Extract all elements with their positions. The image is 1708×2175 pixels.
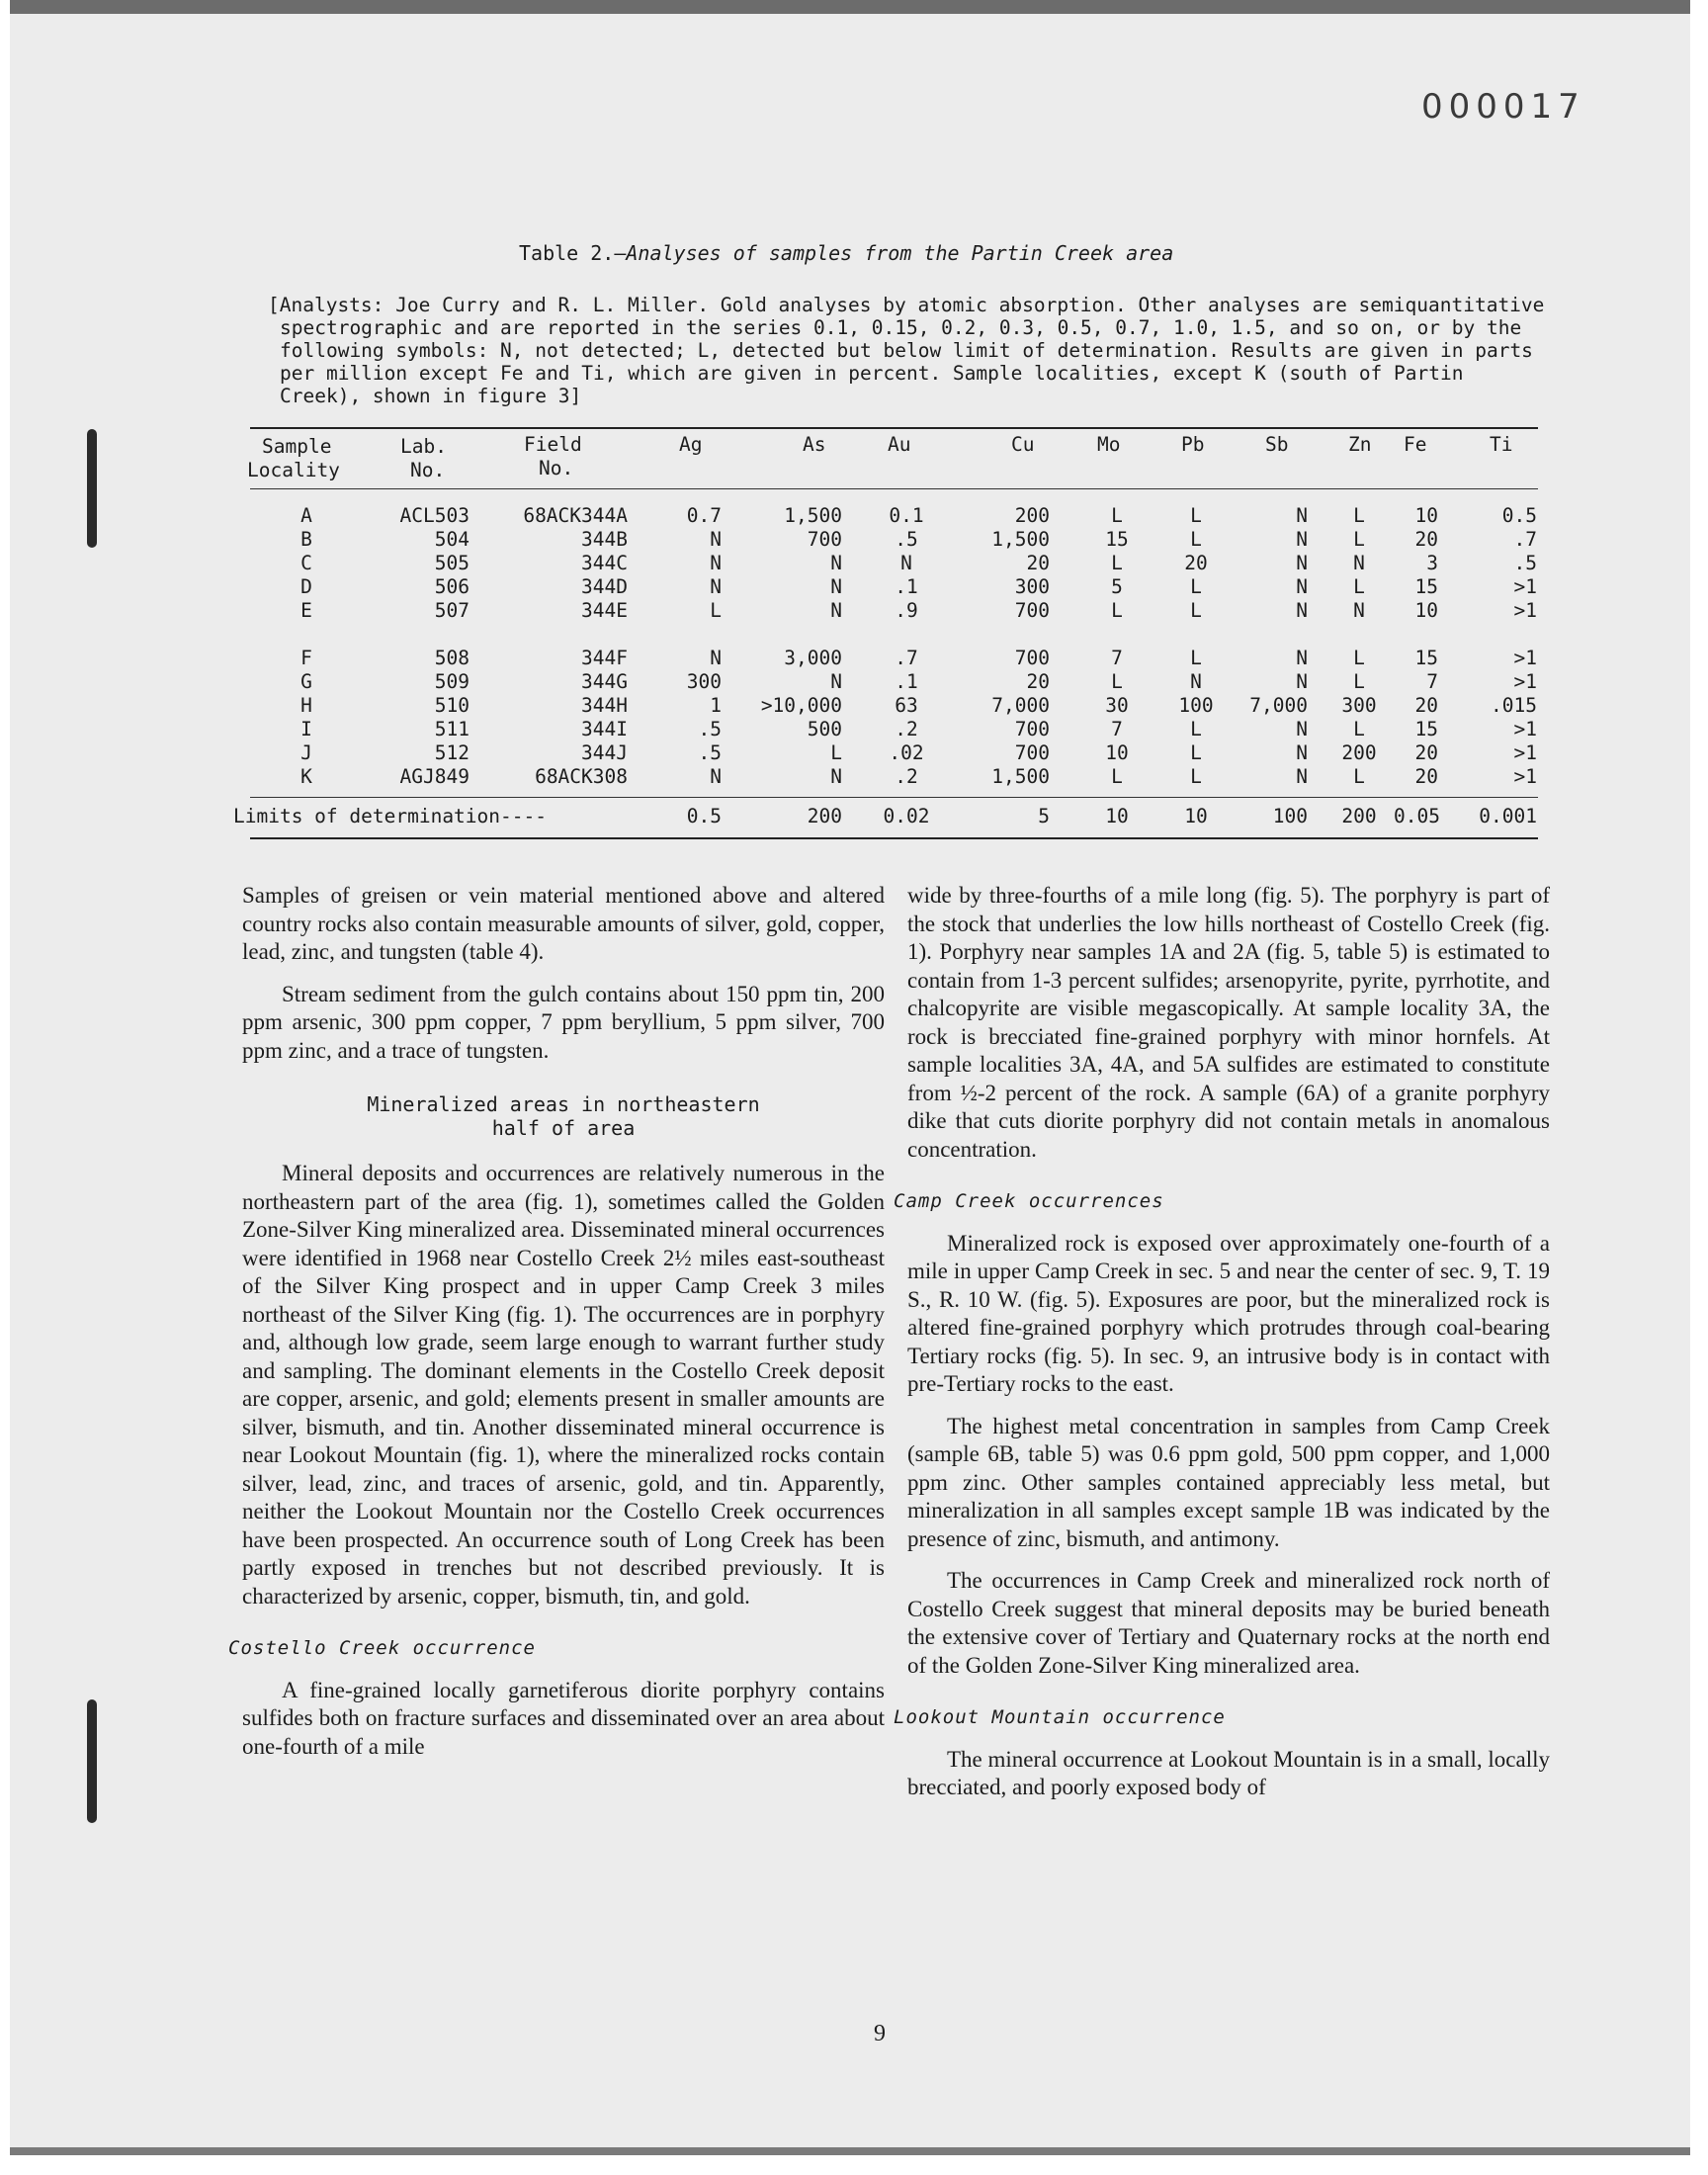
cell-sb: N [1296,670,1308,693]
cell-locality: B [300,528,312,551]
paragraph: Stream sediment from the gulch contains about 150 ppm tin, 200 ppm arsenic, 300 ppm copper, 7 ppm beryllium, 5 ppm silver, 700 ppm zinc, and a trace of tungsten. [242,981,885,1063]
cell-as: >10,000 [760,694,842,717]
cell-cu: 700 [1014,718,1050,740]
right-text-column [894,882,1550,1816]
limit-zn: 200 [1341,805,1377,827]
cell-as: N [830,575,842,598]
header-cu: Cu [1011,433,1035,456]
cell-as: N [830,599,842,622]
paragraph: The highest metal concentration in samples from Camp Creek (sample 6B, table 5) was 0.6 ppm gold, 500 ppm copper, and 1,000 ppm zinc. Other samples contained appreciably less metal, but mineralization in all samples except sample 1B was indicated by the presence of zinc, bismuth, and antimony. [907,1413,1550,1551]
cell-zn: 300 [1341,694,1377,717]
cell-mo: 10 [1105,741,1129,764]
cell-ti: .015 [1491,694,1537,717]
cell-mo: L [1111,599,1123,622]
limit-pb: 10 [1184,805,1208,827]
cell-ag: N [710,765,722,788]
cell-locality: D [300,575,312,598]
cell-ti: >1 [1513,718,1537,740]
paragraph: Samples of greisen or vein material mentioned above and altered country rocks also contain measurable amounts of silver, gold, copper, lead, zinc, and tungsten (table 4). [242,883,885,964]
cell-zn: L [1353,765,1365,788]
cell-lab-no: 509 [434,670,470,693]
cell-locality: H [300,694,312,717]
cell-pb: 20 [1184,552,1208,574]
cell-zn: N [1353,599,1365,622]
cell-sb: N [1296,504,1308,527]
header-lab-1: Lab. [400,435,447,458]
cell-zn: 200 [1341,741,1377,764]
cell-zn: L [1353,670,1365,693]
header-locality-1: Sample [262,435,332,458]
cell-au: .2 [895,718,918,740]
cell-ti: .5 [1513,552,1537,574]
paragraph: The mineral occurrence at Lookout Mountain is in a small, locally brecciated, and poorly exposed body of [907,1746,1550,1799]
cell-pb: N [1190,670,1202,693]
cell-fe: 15 [1414,575,1438,598]
cell-mo: L [1111,552,1123,574]
cell-pb: L [1190,504,1202,527]
cell-field-no: 344F [581,647,628,669]
cell-pb: L [1190,575,1202,598]
cell-field-no: 344E [581,599,628,622]
cell-mo: 5 [1111,575,1123,598]
cell-cu: 20 [1026,670,1050,693]
paragraph: A fine-grained locally garnetiferous diorite porphyry contains sulfides both on fracture surfaces and disseminated over an area about one-fourth of a mile [242,1677,885,1759]
cell-cu: 700 [1014,647,1050,669]
header-lab-2: No. [410,459,446,481]
limits-label: Limits of determination---- [233,805,547,827]
table-title [519,241,1409,265]
limit-ag: 0.5 [686,805,722,827]
limit-as: 200 [807,805,842,827]
cell-as: 500 [807,718,842,740]
cell-cu: 300 [1014,575,1050,598]
cell-cu: 1,500 [991,528,1050,551]
cell-field-no: 344B [581,528,628,551]
cell-locality: J [300,741,312,764]
document-page [10,0,1690,2155]
cell-as: N [830,765,842,788]
cell-au: .02 [889,741,924,764]
cell-ag: .5 [698,718,722,740]
cell-sb: N [1296,741,1308,764]
cell-as: N [830,670,842,693]
cell-sb: N [1296,528,1308,551]
header-ag: Ag [679,433,703,456]
table-top-rule [250,427,1538,429]
cell-locality: E [300,599,312,622]
cell-au: .7 [895,647,918,669]
cell-lab-no: 511 [434,718,470,740]
cell-au: 0.1 [889,504,924,527]
cell-as: N [830,552,842,574]
paragraph: The occurrences in Camp Creek and mineralized rock north of Costello Creek suggest that mineral deposits may be buried beneath the extensive cover of Tertiary and Quaternary rocks at the north end of the Golden Zone-Silver King mineralized area. [907,1568,1550,1678]
subsection-heading: Costello Creek occurrence [228,1637,536,1659]
cell-mo: L [1111,765,1123,788]
cell-zn: L [1353,528,1365,551]
cell-ti: 0.5 [1501,504,1537,527]
cell-locality: C [300,552,312,574]
section-heading-line: half of area [491,1116,636,1140]
header-au: Au [888,433,911,456]
cell-pb: L [1190,647,1202,669]
header-mo: Mo [1097,433,1121,456]
section-heading [242,1092,885,1140]
cell-mo: L [1111,504,1123,527]
cell-ag: L [710,599,722,622]
cell-ti: .7 [1513,528,1537,551]
cell-au: .9 [895,599,918,622]
cell-field-no: 68ACK308 [535,765,628,788]
document-control-number: 000017 [1421,87,1585,127]
table-headnote: [Analysts: Joe Curry and R. L. Miller. Gold analyses by atomic absorption. Other analyses are semiquantitative spectrographic and are reported in the series 0.1, 0.15, 0.2, 0.3, 0.5, 0.7, 1.0, 1.5, and so on, or by the following symbols: N, not detected; L, detected but below limit of determination. Results are given in parts per million except Fe and Ti, which are given in percent. Sample localities, except K (south of Partin Creek), shown in figure 3] [268,294,1545,407]
cell-as: 1,500 [784,504,842,527]
cell-lab-no: 512 [434,741,470,764]
header-locality-2: Locality [247,459,340,481]
cell-fe: 10 [1414,504,1438,527]
cell-ag: N [710,552,722,574]
cell-mo: 30 [1105,694,1129,717]
cell-pb: 100 [1178,694,1214,717]
subsection-heading: Lookout Mountain occurrence [894,1706,1226,1728]
section-heading-line: Mineralized areas in northeastern [367,1092,760,1116]
cell-field-no: 344I [581,718,628,740]
cell-ag: 1 [710,694,722,717]
cell-locality: K [300,765,312,788]
cell-ti: >1 [1513,670,1537,693]
cell-mo: 7 [1111,718,1123,740]
cell-pb: L [1190,528,1202,551]
cell-lab-no: 506 [434,575,470,598]
cell-ti: >1 [1513,575,1537,598]
cell-fe: 10 [1414,599,1438,622]
paragraph: wide by three-fourths of a mile long (fig. 5). The porphyry is part of the stock that underlies the low hills northeast of Costello Creek (fig. 1). Porphyry near samples 1A and 2A (fig. 5, table 5) is estimated to contain from 1-3 percent sulfides; arsenopyrite, pyrite, pyrrhotite, and chalcopyrite are visible megascopically. At sample locality 3A, the rock is brecciated fine-grained porphyry with minor hornfels. At sample localities 3A, 4A, and 5A sulfides are estimated to constitute from ½-2 percent of the rock. A sample (6A) of a granite porphyry dike that cuts diorite porphyry did not contain metals in anomalous concentration. [907,883,1550,1162]
cell-field-no: 68ACK344A [523,504,628,527]
cell-au: N [900,552,912,574]
cell-fe: 20 [1414,765,1438,788]
cell-as: 3,000 [784,647,842,669]
cell-ag: .5 [698,741,722,764]
cell-mo: 7 [1111,647,1123,669]
header-ti: Ti [1490,433,1513,456]
cell-fe: 20 [1414,741,1438,764]
cell-cu: 20 [1026,552,1050,574]
header-field-2: No. [539,457,574,479]
table-title-prefix: Table 2.— [519,241,627,265]
subsection-heading: Camp Creek occurrences [894,1190,1164,1212]
limit-fe: 0.05 [1394,805,1440,827]
paragraph: Mineralized rock is exposed over approximately one-fourth of a mile in upper Camp Creek in sec. 5 and near the center of sec. 9, T. 19 S., R. 10 W. (fig. 5). Exposures are poor, but the mineralized rock is altered fine-grained porphyry which protrudes through coal-bearing Tertiary rocks (fig. 5). In sec. 9, an intrusive body is in contact with pre-Tertiary rocks to the east. [907,1230,1550,1396]
paragraph: Mineral deposits and occurrences are relatively numerous in the northeastern part of the area (fig. 1), sometimes called the Golden Zone-Silver King mineralized area. Disseminated mineral occurrences were identified in 1968 near Costello Creek 2½ miles east-southeast of the Silver King prospect and in upper Camp Creek 3 miles northeast of the Silver King (fig. 1). The occurrences are in porphyry and, although low grade, seem large enough to warrant further study and sampling. The dominant elements in the Costello Creek deposit are copper, arsenic, and gold; elements present in smaller amounts are silver, bismuth, and tin. Another disseminated mineral occurrence is near Lookout Mountain (fig. 1), where the mineralized rocks contain silver, lead, zinc, and traces of arsenic, gold, and tin. Apparently, neither the Lookout Mountain nor the Costello Creek occurrences have been prospected. An occurrence south of Long Creek has been partly exposed in trenches but not described previously. It is characterized by arsenic, copper, bismuth, tin, and gold. [242,1161,885,1609]
cell-cu: 700 [1014,599,1050,622]
cell-mo: 15 [1105,528,1129,551]
cell-ti: >1 [1513,647,1537,669]
cell-locality: G [300,670,312,693]
cell-as: 700 [807,528,842,551]
limit-au: 0.02 [883,805,930,827]
cell-ti: >1 [1513,599,1537,622]
cell-lab-no: 510 [434,694,470,717]
cell-ag: N [710,528,722,551]
cell-cu: 200 [1014,504,1050,527]
cell-au: .5 [895,528,918,551]
cell-lab-no: 507 [434,599,470,622]
limit-ti: 0.001 [1479,805,1537,827]
cell-lab-no: 508 [434,647,470,669]
cell-sb: N [1296,765,1308,788]
limit-mo: 10 [1105,805,1129,827]
binder-clip-mark [87,429,97,548]
cell-field-no: 344G [581,670,628,693]
cell-locality: A [300,504,312,527]
cell-au: .1 [895,575,918,598]
cell-lab-no: AGJ849 [399,765,470,788]
cell-field-no: 344J [581,741,628,764]
limit-cu: 5 [1038,805,1050,827]
cell-field-no: 344C [581,552,628,574]
cell-ag: N [710,575,722,598]
header-as: As [803,433,826,456]
page-number: 9 [874,2021,886,2046]
limit-sb: 100 [1272,805,1308,827]
table-bottom-rule [250,837,1538,839]
cell-fe: 15 [1414,647,1438,669]
header-pb: Pb [1181,433,1205,456]
binder-clip-mark [87,1699,97,1823]
cell-au: .2 [895,765,918,788]
cell-as: L [830,741,842,764]
cell-ti: >1 [1513,741,1537,764]
cell-ti: >1 [1513,765,1537,788]
cell-fe: 20 [1414,694,1438,717]
cell-au: 63 [895,694,918,717]
cell-field-no: 344D [581,575,628,598]
cell-zn: L [1353,575,1365,598]
table-header-rule [250,488,1538,489]
cell-field-no: 344H [581,694,628,717]
cell-ag: 300 [686,670,722,693]
cell-locality: F [300,647,312,669]
cell-sb: N [1296,647,1308,669]
cell-fe: 7 [1426,670,1438,693]
cell-pb: L [1190,599,1202,622]
table-title-caption: Analyses of samples from the Partin Creek area [626,241,1174,265]
header-field-1: Field [524,433,582,456]
cell-sb: N [1296,552,1308,574]
header-fe: Fe [1404,433,1427,456]
cell-fe: 15 [1414,718,1438,740]
cell-mo: L [1111,670,1123,693]
cell-sb: N [1296,718,1308,740]
cell-pb: L [1190,765,1202,788]
table-limits-rule [250,797,1538,798]
cell-lab-no: 505 [434,552,470,574]
header-zn: Zn [1348,433,1372,456]
cell-lab-no: ACL503 [399,504,470,527]
cell-sb: N [1296,575,1308,598]
header-sb: Sb [1265,433,1289,456]
cell-sb: 7,000 [1249,694,1308,717]
cell-zn: L [1353,647,1365,669]
cell-fe: 20 [1414,528,1438,551]
cell-fe: 3 [1426,552,1438,574]
left-text-column [228,882,885,1775]
cell-pb: L [1190,718,1202,740]
cell-cu: 7,000 [991,694,1050,717]
cell-cu: 1,500 [991,765,1050,788]
cell-zn: N [1353,552,1365,574]
cell-au: .1 [895,670,918,693]
cell-ag: N [710,647,722,669]
cell-cu: 700 [1014,741,1050,764]
cell-ag: 0.7 [686,504,722,527]
cell-locality: I [300,718,312,740]
cell-lab-no: 504 [434,528,470,551]
cell-pb: L [1190,741,1202,764]
cell-sb: N [1296,599,1308,622]
cell-zn: L [1353,504,1365,527]
cell-zn: L [1353,718,1365,740]
